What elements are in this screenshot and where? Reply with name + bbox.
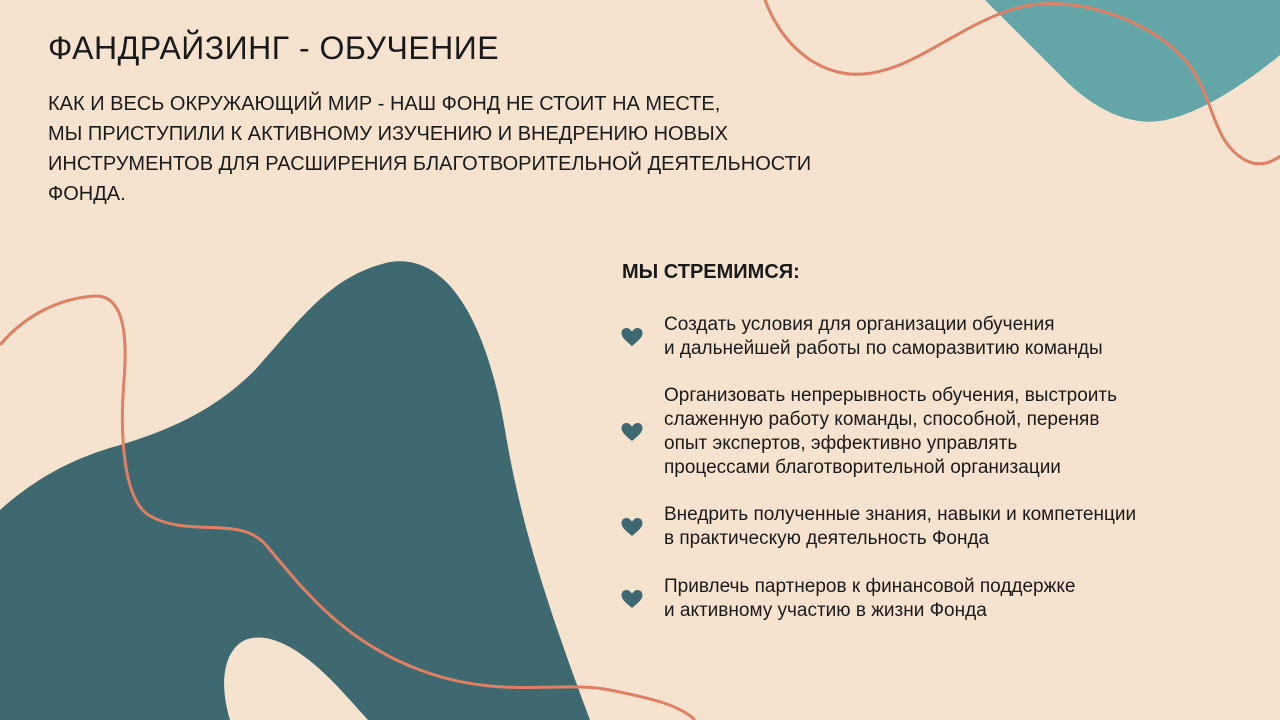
heart-icon [620,517,644,537]
goal-item [620,384,1220,480]
goals-heading: МЫ СТРЕМИМСЯ: [622,261,800,283]
goal-item [620,503,1220,551]
heart-icon [620,589,644,609]
goal-item [620,575,1220,623]
intro-line: ФОНДА. [48,183,126,205]
light-teal-blob [985,0,1280,122]
goal-text: Внедрить полученные знания, навыки и компетенции в практическую деятельность Фонда [664,504,1137,549]
goal-item [620,313,1220,361]
intro-line: ИНСТРУМЕНТОВ ДЛЯ РАСШИРЕНИЯ БЛАГОТВОРИТЕЛЬНОЙ ДЕЯТЕЛЬНОСТИ [48,153,812,175]
goal-text: Организовать непрерывность обучения, выстроить слаженную работу команды, способной, переняв опыт экспертов, эффективно управлять процессами благотворительной организации [664,385,1117,478]
heart-icon [620,327,644,347]
intro-line: МЫ ПРИСТУПИЛИ К АКТИВНОМУ ИЗУЧЕНИЮ И ВНЕДРЕНИЮ НОВЫХ [48,123,728,145]
goal-text: Привлечь партнеров к финансовой поддержке и активному участию в жизни Фонда [664,576,1076,621]
heart-icon [620,422,644,442]
page-title: ФАНДРАЙЗИНГ - ОБУЧЕНИЕ [48,30,500,66]
goal-text: Создать условия для организации обучения и дальнейшей работы по саморазвитию команды [664,314,1103,359]
intro-line: КАК И ВЕСЬ ОКРУЖАЮЩИЙ МИР - НАШ ФОНД НЕ СТОИТ НА МЕСТЕ, [48,93,721,115]
intro-text [48,89,908,209]
